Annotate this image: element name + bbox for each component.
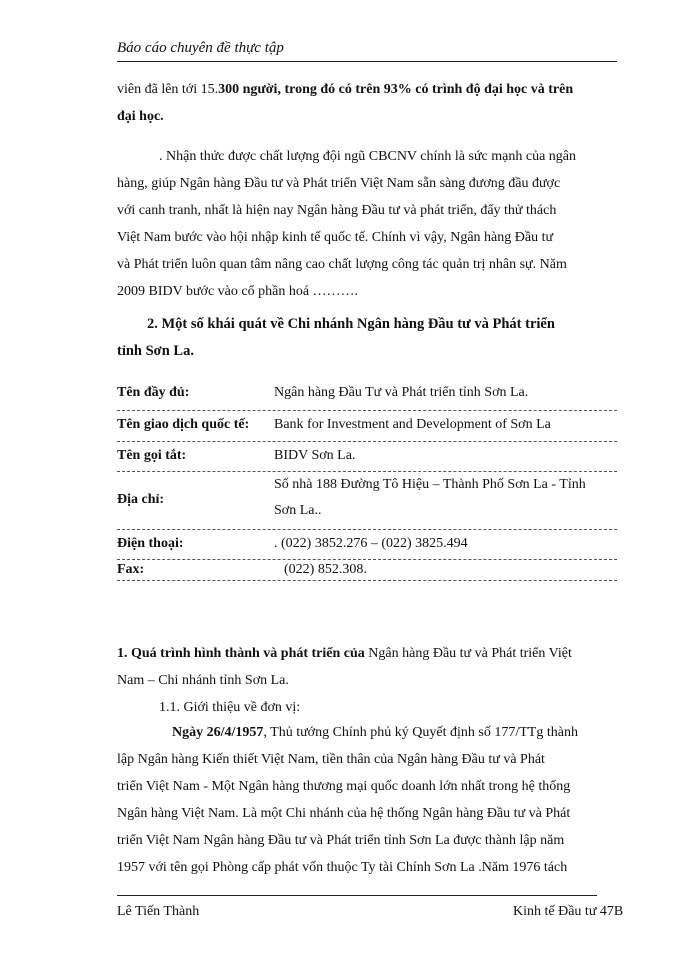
info-row-address [117, 472, 617, 530]
header-divider [117, 61, 617, 62]
section-2-heading [117, 311, 617, 365]
intro-text-a: viên đã lên tới 15. [117, 82, 219, 97]
page-header-title: Báo cáo chuyên đề thực tập [117, 40, 284, 56]
info-row-full-name [117, 380, 617, 411]
staff-quality-paragraph [117, 143, 617, 305]
history-line-1-rest: , Thủ tướng Chính phủ ký Quyết định số 177/TTg thành [263, 725, 578, 740]
staff-line: và Phát triển luôn quan tâm nâng cao chất lượng công tác quản trị nhân sự. Năm [117, 257, 567, 272]
footer-divider [117, 895, 597, 896]
trade-name-label: Tên giao dịch quốc tế: [117, 417, 250, 432]
address-value-line-1: Số nhà 188 Đường Tô Hiệu – Thành Phố Sơn La - Tỉnh [274, 477, 586, 492]
footer-class: Kinh tế Đầu tư 47B [513, 904, 624, 919]
fax-value: (022) 852.308. [284, 562, 367, 577]
history-paragraph [117, 719, 617, 881]
info-row-phone [117, 530, 617, 560]
short-name-label: Tên gọi tắt: [117, 448, 187, 463]
short-name-value: BIDV Sơn La. [274, 448, 356, 463]
phone-label: Điện thoại: [117, 536, 184, 551]
info-row-fax [117, 560, 617, 581]
staff-line: với canh tranh, nhất là hiện nay Ngân hàng Đầu tư và phát triển, đẩy thử thách [117, 203, 557, 218]
section-1-heading [117, 640, 617, 721]
intro-paragraph [117, 76, 617, 130]
section-1-heading-line-2: Nam – Chi nhánh tỉnh Sơn La. [117, 673, 289, 688]
staff-line: 2009 BIDV bước vào cổ phần hoá ………. [117, 284, 359, 299]
section-2-heading-line-1: 2. Một số khái quát về Chi nhánh Ngân hàng Đầu tư và Phát triển [147, 316, 555, 332]
intro-line-1 [117, 76, 617, 103]
address-label: Địa chỉ: [117, 492, 165, 507]
intro-text-c: , trong đó có trên 93% có trình độ đại học và trên [277, 82, 574, 97]
history-line: triển Việt Nam - Một Ngân hàng thương mại quốc doanh lớn nhất trong hệ thống [117, 779, 571, 794]
section-1-heading-rest: Ngân hàng Đầu tư và Phát triển Việt [364, 646, 572, 661]
section-1-heading-line-1 [117, 640, 617, 667]
info-row-trade-name [117, 411, 617, 442]
trade-name-value: Bank for Investment and Development of Sơn La [274, 417, 551, 432]
phone-value: . (022) 3852.276 – (022) 3825.494 [274, 536, 468, 551]
history-line: 1957 với tên gọi Phòng cấp phát vốn thuộc Ty tài Chính Sơn La .Năm 1976 tách [117, 860, 568, 875]
intro-line-2: đại học. [117, 109, 164, 124]
footer-author: Lê Tiến Thành [117, 904, 200, 919]
full-name-label: Tên đầy đủ: [117, 385, 190, 400]
staff-line: hàng, giúp Ngân hàng Đầu tư và Phát triển Việt Nam sẵn sàng đương đầu được [117, 176, 561, 191]
full-name-value: Ngân hàng Đầu Tư và Phát triển tỉnh Sơn La. [274, 385, 529, 400]
intro-text-b: 300 người [218, 82, 278, 97]
staff-line: Việt Nam bước vào hội nhập kinh tế quốc tế. Chính vì vậy, Ngân hàng Đầu tư [117, 230, 554, 245]
staff-line: . Nhận thức được chất lượng đội ngũ CBCNV chính là sức mạnh của ngân [159, 149, 576, 164]
info-row-short-name [117, 442, 617, 472]
history-line: Ngân hàng Việt Nam. Là một Chi nhánh của hệ thống Ngân hàng Đầu tư và Phát [117, 806, 571, 821]
fax-label: Fax: [117, 562, 145, 577]
section-1-heading-bold: 1. Quá trình hình thành và phát triển của [117, 646, 365, 661]
branch-info-table [117, 380, 617, 581]
address-value-line-2: Sơn La.. [274, 503, 322, 518]
history-date: Ngày 26/4/1957 [172, 725, 264, 740]
section-2-heading-line-2: tỉnh Sơn La. [117, 343, 194, 359]
history-line: lập Ngân hàng Kiến thiết Việt Nam, tiền thân của Ngân hàng Đầu tư và Phát [117, 752, 545, 767]
sub-heading-1-1: 1.1. Giới thiệu về đơn vị: [159, 700, 301, 715]
history-line: triển Việt Nam Ngân hàng Đầu tư và Phát triển tỉnh Sơn La được thành lập năm [117, 833, 565, 848]
history-line-1 [117, 719, 617, 746]
